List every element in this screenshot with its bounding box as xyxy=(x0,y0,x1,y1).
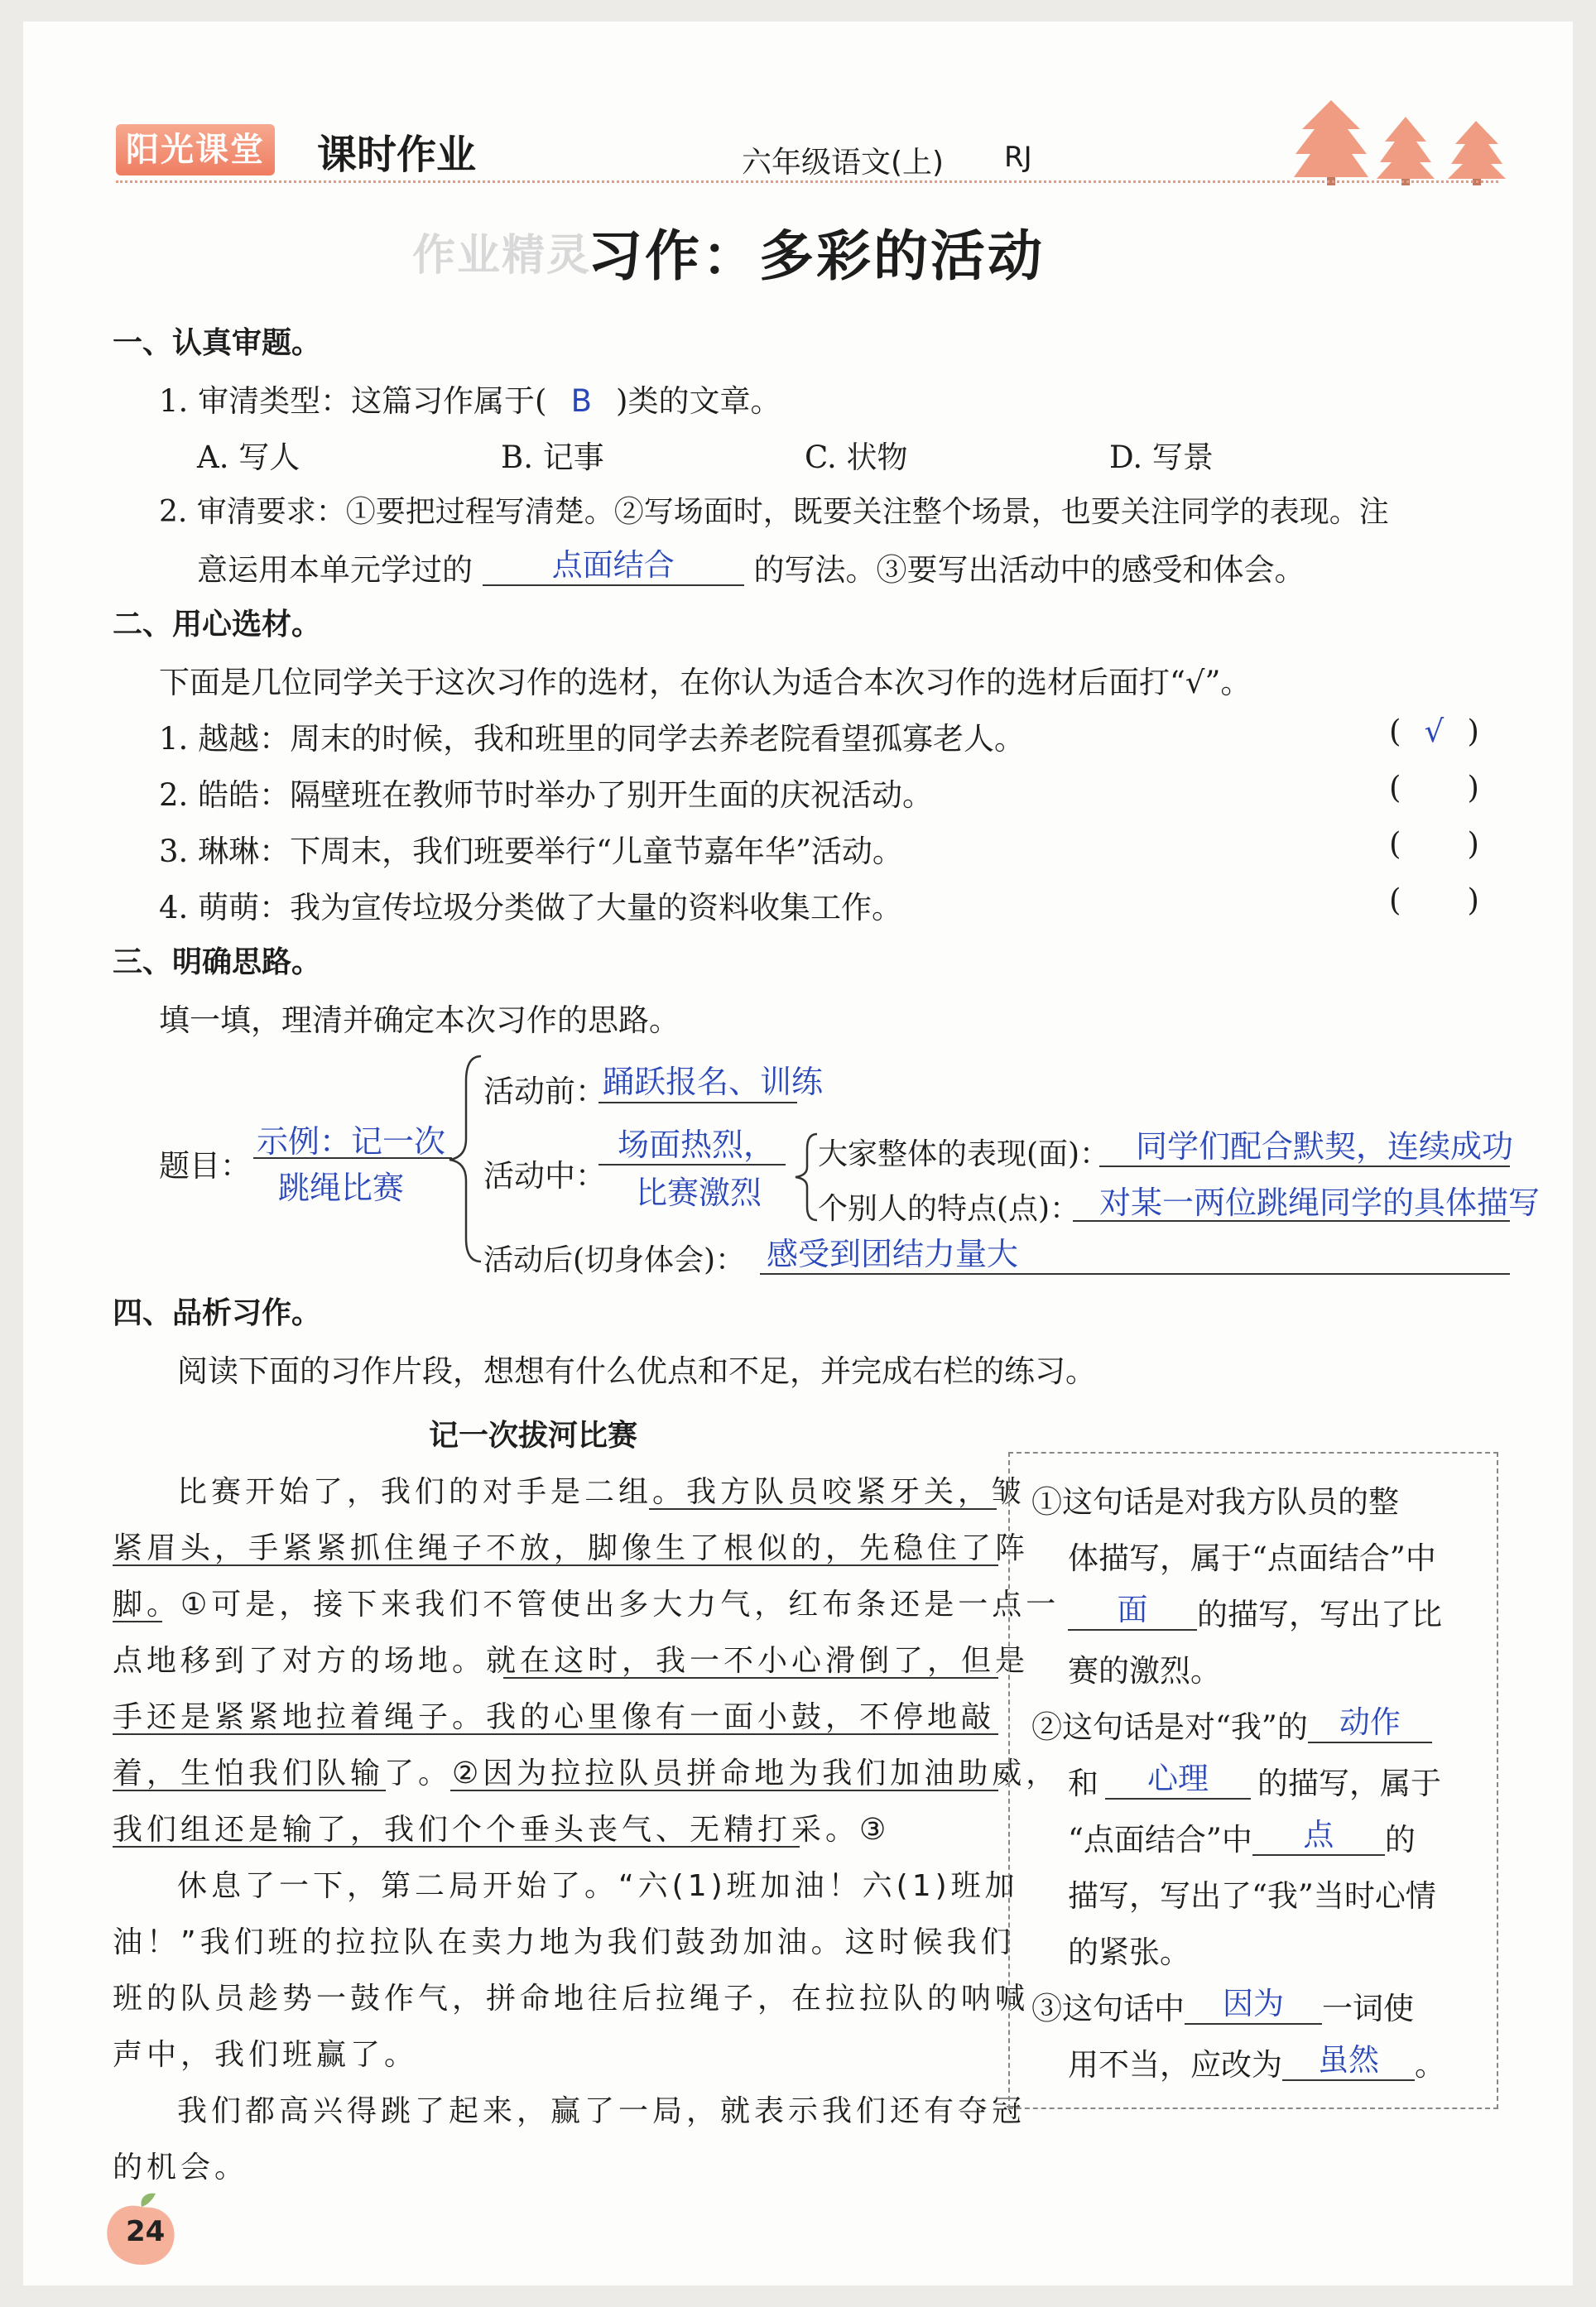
s3-title-label: 题目： xyxy=(159,1148,251,1184)
essay-line xyxy=(113,1750,1060,1792)
s3-point-label: 个别人的特点(点)： xyxy=(818,1192,1080,1226)
a2-line3-prefix: “点面结合”中 xyxy=(1068,1822,1252,1858)
a2-answer1: 动作 xyxy=(1308,1697,1432,1743)
essay-text: 班的队员趁势一鼓作气，拼命地往后拉绳子，在拉拉队的呐喊 xyxy=(113,1982,1030,2016)
essay-line xyxy=(113,1581,1060,1623)
check-mark: √ xyxy=(1424,714,1445,749)
s1-q2-prefix: 意运用本单元学过的 xyxy=(197,552,473,588)
s2-item-4: 4. 萌萌：我为宣传垃圾分类做了大量的资料收集工作。 xyxy=(159,890,903,925)
essay-line xyxy=(113,1975,1029,2017)
a3-answer2: 虽然 xyxy=(1282,2035,1415,2081)
s3-before-underline xyxy=(598,1102,797,1103)
section-1-heading: 一、认真审题。 xyxy=(113,326,322,360)
essay-line xyxy=(113,2031,418,2074)
a2-and: 和 xyxy=(1068,1766,1098,1801)
s1-q1-suffix: )类的文章。 xyxy=(616,383,781,419)
essay-text: 油！”我们班的拉拉队在卖力地为我们鼓劲加油。这时候我们 xyxy=(113,1925,1015,1959)
workbook-page xyxy=(23,22,1573,2285)
essay-underline xyxy=(113,1790,386,1791)
s3-during-underline xyxy=(598,1164,786,1166)
a2-line4: 描写，写出了“我”当时心情 xyxy=(1068,1878,1436,1914)
a2-line5: 的紧张。 xyxy=(1068,1935,1190,1970)
essay-underline xyxy=(113,1846,800,1848)
a2-answer2: 心理 xyxy=(1105,1753,1251,1800)
essay-text: 的机会。 xyxy=(113,2151,249,2184)
s3-whole-label: 大家整体的表现(面)： xyxy=(818,1137,1110,1171)
essay-line xyxy=(113,1919,1015,1961)
essay-text: 我们都高兴得跳了起来，赢了一局，就表示我们还有夺冠 xyxy=(177,2094,1026,2128)
a1-line1: ①这句话是对我方队员的整 xyxy=(1031,1484,1399,1520)
series-title: 课时作业 xyxy=(317,132,477,178)
essay-text: 休息了一下，第二局开始了。“六(1)班加油！六(1)班加 xyxy=(177,1869,1019,1903)
a3-suffix: 一词使 xyxy=(1322,1991,1414,2026)
s1-q2-suffix: 的写法。③要写出活动中的感受和体会。 xyxy=(753,552,1305,588)
essay-text: 声中，我们班赢了。 xyxy=(113,2038,419,2072)
a2-prefix: ②这句话是对“我”的 xyxy=(1031,1709,1308,1745)
s2-check-1 xyxy=(1389,714,1479,749)
s2-check-2 xyxy=(1389,770,1479,805)
essay-text: 我们组还是输了，我们个个垂头丧气、无精打采。③ xyxy=(113,1813,891,1847)
section-4-heading: 四、品析习作。 xyxy=(113,1296,322,1330)
s3-whole-answer: 同学们配合默契，连续成功 xyxy=(1136,1128,1514,1165)
essay-line xyxy=(177,1468,1026,1511)
header-rule xyxy=(116,180,1498,183)
a2-line2 xyxy=(1068,1758,1441,1805)
a1-answer: 面 xyxy=(1068,1584,1197,1631)
essay-line xyxy=(113,1806,890,1848)
s1-q1 xyxy=(159,376,781,421)
essay-text: 脚。①可是，接下来我们不管使出多大力气，红布条还是一点一 xyxy=(113,1588,1060,1622)
s1-option-c: C. 状物 xyxy=(805,440,908,475)
mindmap-brace-small xyxy=(789,1127,822,1227)
s1-q2-line1: 2. 审清要求：①要把过程写清楚。②写场面时，既要关注整个场景，也要关注同学的表现。注 xyxy=(159,495,1389,529)
s3-after-underline xyxy=(760,1273,1510,1275)
essay-underline xyxy=(113,1564,998,1566)
a3-line2-prefix: 用不当，应改为 xyxy=(1068,2047,1282,2083)
s3-during-label: 活动中： xyxy=(483,1158,606,1194)
brand-logo xyxy=(116,124,275,175)
s3-whole-underline xyxy=(1099,1166,1510,1167)
paren-close: ) xyxy=(1467,770,1479,805)
subject-label: 六年级语文(上) xyxy=(742,146,945,180)
a2-line1 xyxy=(1031,1702,1432,1748)
a2-answer3: 点 xyxy=(1252,1810,1385,1856)
edition-label: RJ xyxy=(1004,141,1032,174)
s3-intro: 填一填，理清并确定本次习作的思路。 xyxy=(159,1002,680,1038)
essay-underline xyxy=(503,1677,998,1679)
s3-point-answer: 对某一两位跳绳同学的具体描写 xyxy=(1099,1185,1541,1221)
s2-item-1: 1. 越越：周末的时候，我和班里的同学去养老院看望孤寡老人。 xyxy=(159,721,1026,757)
s3-before-answer: 踊跃报名、训练 xyxy=(603,1064,824,1100)
a2-mid: 的描写，属于 xyxy=(1257,1766,1441,1801)
essay-line xyxy=(177,1862,1019,1905)
s1-q1-prefix: 1. 审清类型：这篇习作属于( xyxy=(159,383,547,419)
page-title: 习作：多彩的活动 xyxy=(588,224,1045,288)
a3-line1 xyxy=(1031,1983,1414,2030)
s1-q2-answer: 点面结合 xyxy=(483,540,744,586)
a1-line3 xyxy=(1068,1589,1442,1636)
a3-line2 xyxy=(1068,2040,1445,2086)
essay-line xyxy=(113,1694,995,1736)
paren-open: ( xyxy=(1389,714,1401,749)
s2-intro: 下面是几位同学关于这次习作的选材，在你认为适合本次习作的选材后面打“√”。 xyxy=(159,665,1252,700)
paren-close: ) xyxy=(1467,714,1479,749)
essay-text: 着，生怕我们队输了。②因为拉拉队员拼命地为我们加油助威， xyxy=(113,1757,1060,1790)
s3-title-underline xyxy=(253,1157,452,1159)
s1-q1-answer: B xyxy=(570,383,592,419)
s2-check-4 xyxy=(1389,882,1479,918)
paren-close: ) xyxy=(1467,826,1479,862)
essay-text: 紧眉头，手紧紧抓住绳子不放，脚像生了根似的，先稳住了阵 xyxy=(113,1531,1030,1565)
a3-prefix: ③这句话中 xyxy=(1031,1991,1185,2026)
s2-item-2: 2. 皓皓：隔壁班在教师节时举办了别开生面的庆祝活动。 xyxy=(159,777,934,813)
s3-before-label: 活动前： xyxy=(483,1074,606,1109)
essay-text: 比赛开始了，我们的对手是二组。我方队员咬紧牙关，皱 xyxy=(177,1475,1026,1509)
essay-underline xyxy=(649,1508,997,1510)
s3-title-answer-2: 跳绳比赛 xyxy=(278,1170,405,1206)
a1-line4: 赛的激烈。 xyxy=(1068,1653,1221,1689)
watermark: 作业精灵 xyxy=(412,231,592,281)
essay-line xyxy=(113,1525,1029,1567)
s2-check-3 xyxy=(1389,826,1479,862)
brand-text: 阳光课堂 xyxy=(126,130,265,169)
s3-during-answer-2: 比赛激烈 xyxy=(636,1175,762,1211)
paren-open: ( xyxy=(1389,826,1401,862)
essay-title: 记一次拔河比赛 xyxy=(429,1419,638,1453)
a3-answer1: 因为 xyxy=(1185,1978,1322,2025)
essay-line xyxy=(113,1637,1029,1680)
s4-intro: 阅读下面的习作片段，想想有什么优点和不足，并完成右栏的练习。 xyxy=(177,1353,1096,1389)
a2-line3-suffix: 的 xyxy=(1384,1822,1416,1858)
page-number: 24 xyxy=(126,2215,166,2248)
s1-option-d: D. 写景 xyxy=(1109,440,1214,475)
s3-during-answer-1: 场面热烈， xyxy=(618,1127,776,1163)
s1-option-a: A. 写人 xyxy=(197,440,300,475)
essay-text: 点地移到了对方的场地。就在这时，我一不小心滑倒了，但是 xyxy=(113,1644,1030,1678)
section-3-heading: 三、明确思路。 xyxy=(113,945,322,979)
essay-underline xyxy=(450,1790,998,1791)
essay-underline xyxy=(113,1621,162,1622)
section-2-heading: 二、用心选材。 xyxy=(113,608,322,642)
a1-suffix: 的描写，写出了比 xyxy=(1197,1597,1442,1632)
a2-line3 xyxy=(1068,1814,1416,1861)
essay-line xyxy=(113,2144,248,2186)
pine-trees-icon xyxy=(1294,96,1526,187)
s2-item-3: 3. 琳琳：下周末，我们班要举行“儿童节嘉年华”活动。 xyxy=(159,834,903,869)
s3-after-answer: 感受到团结力量大 xyxy=(767,1236,1019,1272)
essay-text: 手还是紧紧地拉着绳子。我的心里像有一面小鼓，不停地敲 xyxy=(113,1700,996,1734)
s3-point-underline xyxy=(1073,1220,1510,1222)
paren-open: ( xyxy=(1389,770,1401,805)
s1-option-b: B. 记事 xyxy=(501,440,604,475)
paren-open: ( xyxy=(1389,882,1401,918)
s3-title-answer-1: 示例：记一次 xyxy=(257,1123,446,1160)
essay-line xyxy=(177,2088,1026,2130)
paren-close: ) xyxy=(1467,882,1479,918)
essay-underline xyxy=(113,1733,998,1735)
s3-after-label: 活动后(切身体会)： xyxy=(483,1243,746,1277)
s1-q2-line2 xyxy=(197,545,1305,591)
a3-end: 。 xyxy=(1415,2047,1445,2083)
a1-line2: 体描写，属于“点面结合”中 xyxy=(1068,1540,1436,1576)
